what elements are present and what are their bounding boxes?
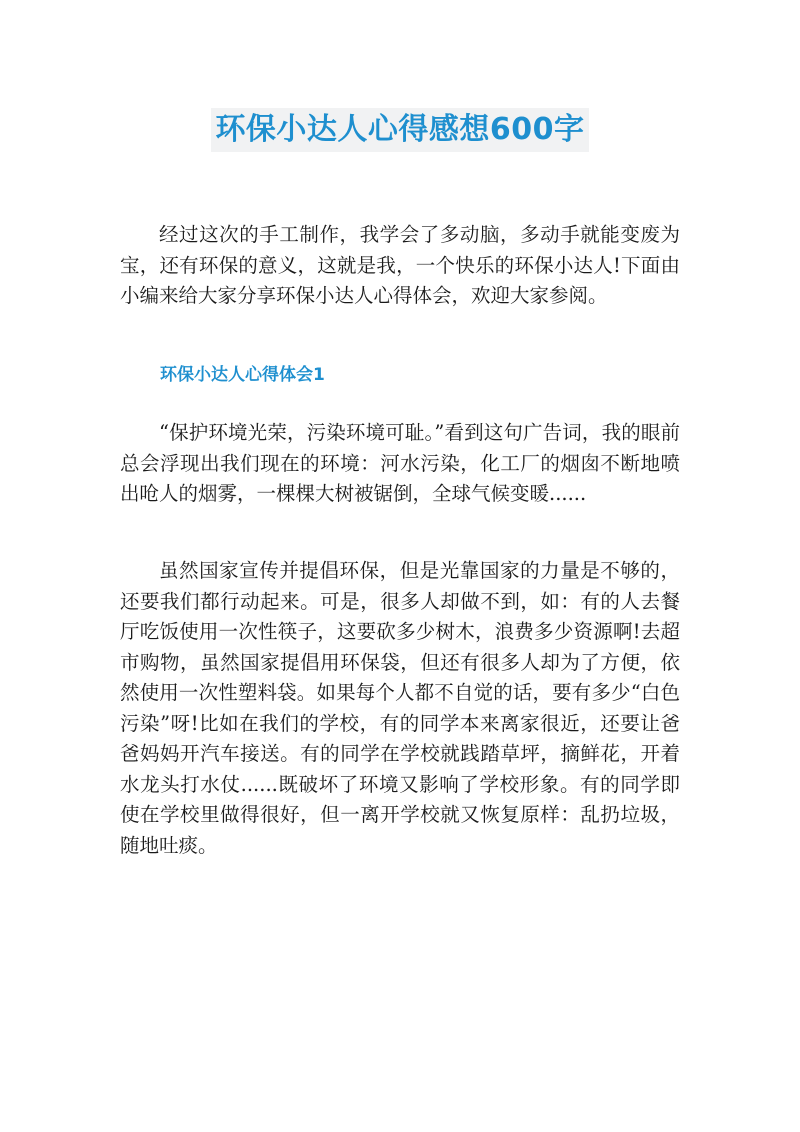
section-heading: 环保小达人心得体会1 xyxy=(160,365,325,385)
body-paragraph-1: “保护环境光荣，污染环境可耻。”看到这句广告词，我的眼前总会浮现出我们现在的环境：河水污染，化工厂的烟囱不断地喷出呛人的烟雾，一棵棵大树被锯倒，全球气候变暖...... xyxy=(120,421,680,505)
body-paragraph-2: 虽然国家宣传并提倡环保，但是光靠国家的力量是不够的，还要我们都行动起来。可是，很多人却做不到，如：有的人去餐厅吃饭使用一次性筷子，这要砍多少树木，浪费多少资源啊!去超市购物，虽然国家提倡用环保袋，但还有很多人却为了方便，依然使用一次性塑料袋。如果每个人都不自觉的话，要有多少“白色污染”呀!比如在我们的学校，有的同学本来离家很近，还要让爸爸妈妈开汽车接送。有的同学在学校就践踏草坪，摘鲜花，开着水龙头打水仗......既破坏了环境又影响了学校形象。有的同学即使在学校里做得很好，但一离开学校就又恢复原样：乱扔垃圾，随地吐痰。 xyxy=(120,559,680,857)
intro-paragraph: 经过这次的手工制作，我学会了多动脑，多动手就能变废为宝，还有环保的意义，这就是我，一个快乐的环保小达人!下面由小编来给大家分享环保小达人心得体会，欢迎大家参阅。 xyxy=(120,223,680,307)
title-container xyxy=(0,108,800,152)
document-title: 环保小达人心得感想600字 xyxy=(211,108,588,152)
